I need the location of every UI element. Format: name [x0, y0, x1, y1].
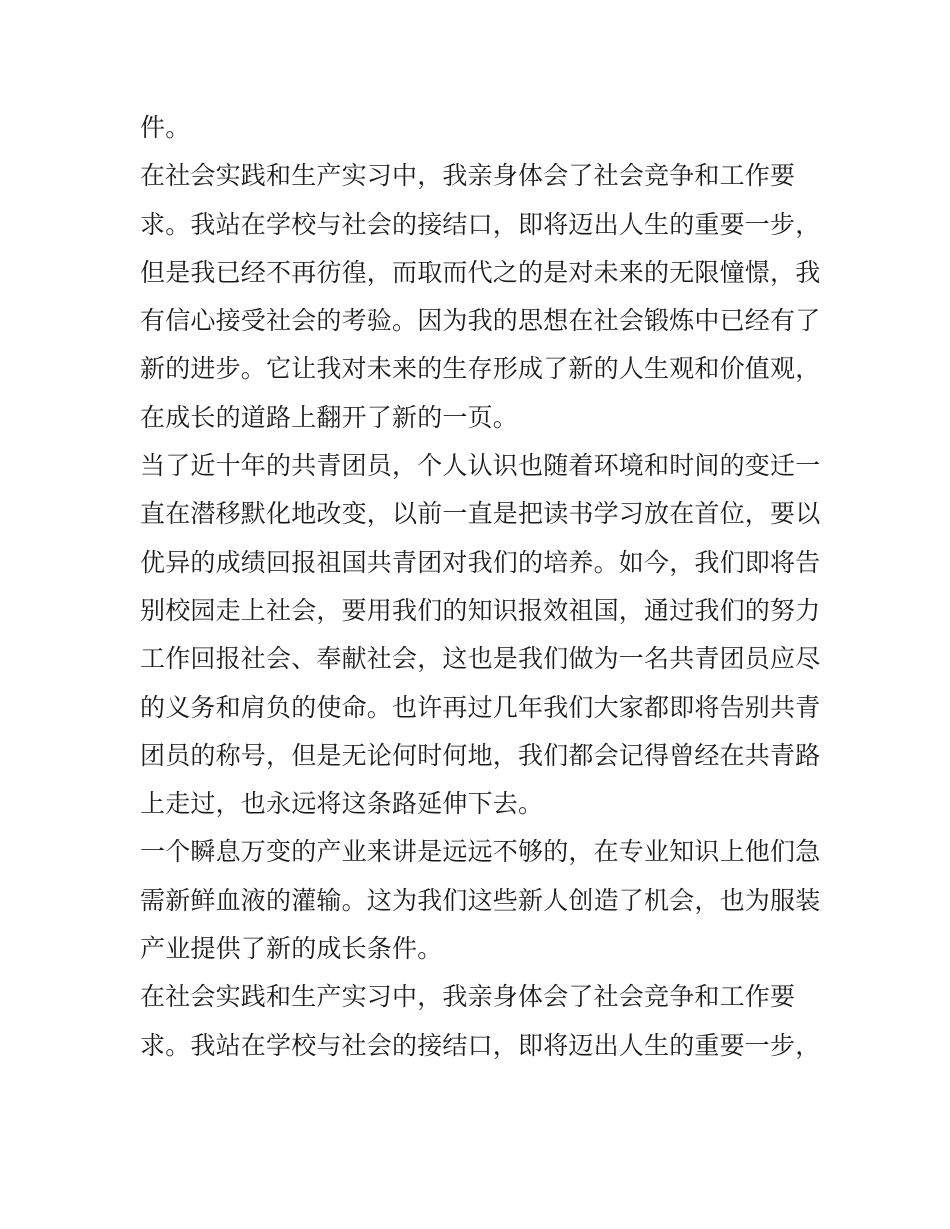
- text-line: 当了近十年的共青团员，个人认识也随着环境和时间的变迁一: [140, 451, 821, 481]
- text-line: 求。我站在学校与社会的接结口，即将迈出人生的重要一步，: [140, 1030, 821, 1060]
- text-line: 新的进步。它让我对未来的生存形成了新的人生观和价值观，: [140, 354, 821, 384]
- text-line: 工作回报社会、奉献社会，这也是我们做为一名共青团员应尽: [140, 644, 821, 674]
- text-line: 别校园走上社会，要用我们的知识报效祖国，通过我们的努力: [140, 595, 821, 625]
- text-line: 直在潜移默化地改变，以前一直是把读书学习放在首位，要以: [140, 499, 821, 529]
- text-line: 一个瞬息万变的产业来讲是远远不够的，在专业知识上他们急: [140, 837, 821, 867]
- text-line: 在成长的道路上翻开了新的一页。: [140, 402, 519, 432]
- text-line: 有信心接受社会的考验。因为我的思想在社会锻炼中已经有了: [140, 306, 821, 336]
- text-line: 团员的称号，但是无论何时何地，我们都会记得曾经在共青路: [140, 740, 821, 770]
- text-line: 在社会实践和生产实习中，我亲身体会了社会竞争和工作要: [140, 982, 796, 1012]
- text-line: 产业提供了新的成长条件。: [140, 934, 443, 964]
- body-text: [140, 104, 820, 1070]
- text-line: 的义务和肩负的使命。也许再过几年我们大家都即将告别共青: [140, 692, 821, 722]
- text-line: 在社会实践和生产实习中，我亲身体会了社会竞争和工作要: [140, 161, 796, 191]
- text-line: 件。: [140, 113, 191, 142]
- text-line: 求。我站在学校与社会的接结口，即将迈出人生的重要一步，: [140, 209, 821, 239]
- text-line: 优异的成绩回报祖国共青团对我们的培养。如今，我们即将告: [140, 547, 821, 577]
- text-line: 需新鲜血液的灌输。这为我们这些新人创造了机会，也为服装: [140, 885, 821, 915]
- text-line: 但是我已经不再彷徨，而取而代之的是对未来的无限憧憬，我: [140, 257, 821, 287]
- text-line: 上走过，也永远将这条路延伸下去。: [140, 789, 544, 819]
